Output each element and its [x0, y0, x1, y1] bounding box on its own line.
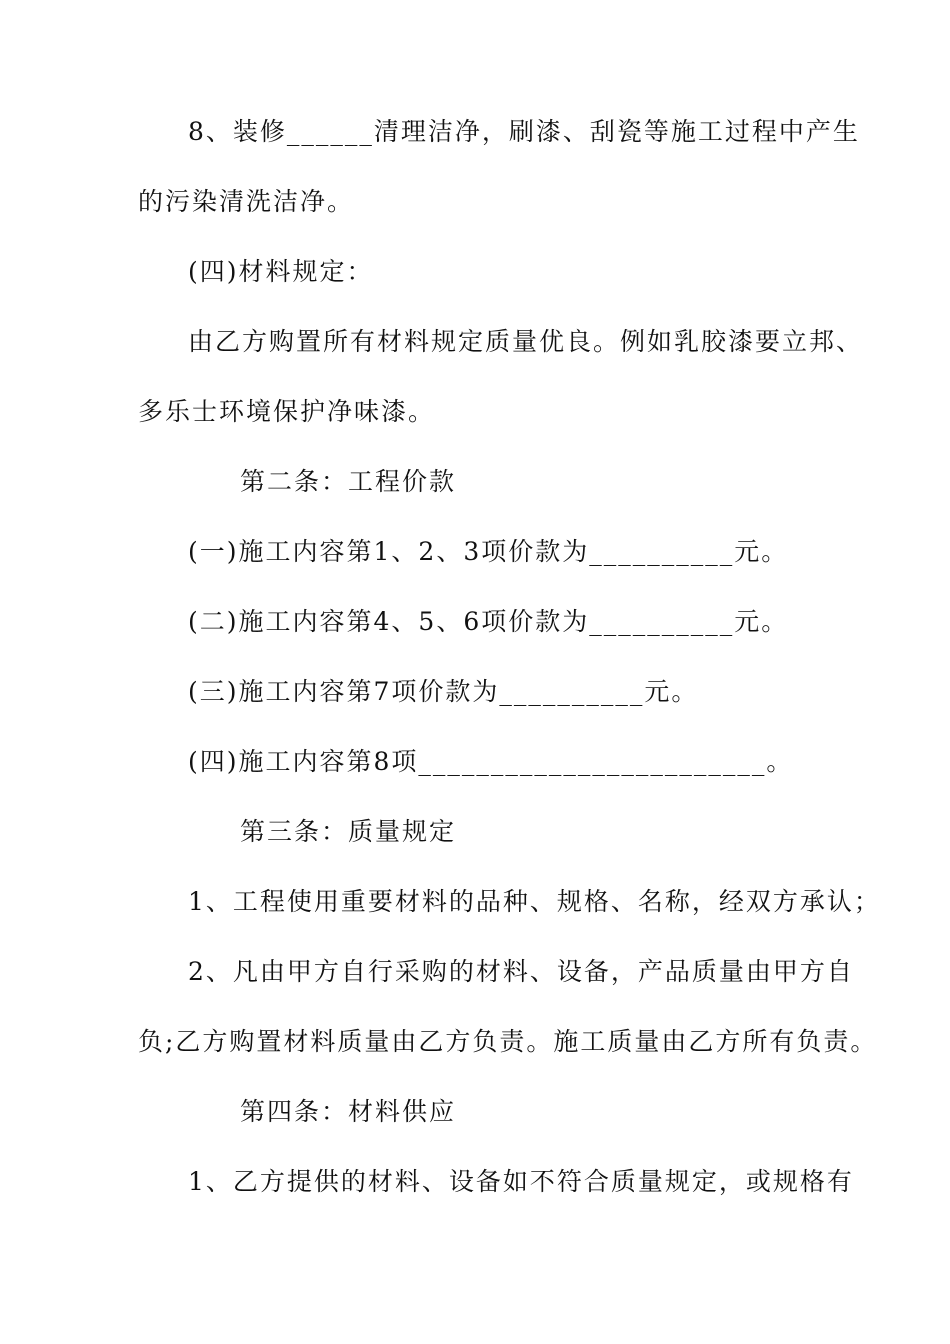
quality-item-2-line-1: 2、凡由甲方自行采购的材料、设备，产品质量由甲方自	[188, 957, 854, 986]
article-2-heading: 第二条：工程价款	[240, 467, 457, 496]
materials-subheading: (四)材料规定：	[188, 257, 374, 286]
price-item-4: (四)施工内容第8项________________________。	[188, 747, 794, 776]
clause-8-line-2: 的污染清洗洁净。	[138, 187, 355, 216]
clause-8-line-1: 8、装修______清理洁净，刷漆、刮瓷等施工过程中产生	[188, 117, 860, 146]
materials-paragraph-line-1: 由乙方购置所有材料规定质量优良。例如乳胶漆要立邦、	[188, 327, 864, 356]
quality-item-2-line-2: 负;乙方购置材料质量由乙方负责。施工质量由乙方所有负责。	[138, 1027, 878, 1056]
quality-item-1: 1、工程使用重要材料的品种、规格、名称，经双方承认；	[188, 887, 881, 916]
supply-item-1: 1、乙方提供的材料、设备如不符合质量规定，或规格有	[188, 1167, 854, 1196]
price-item-1: (一)施工内容第1、2、3项价款为__________元。	[188, 537, 789, 566]
article-3-heading: 第三条：质量规定	[240, 817, 457, 846]
materials-paragraph-line-2: 多乐士环境保护净味漆。	[138, 397, 436, 426]
price-item-3: (三)施工内容第7项价款为__________元。	[188, 677, 699, 706]
article-4-heading: 第四条：材料供应	[240, 1097, 457, 1126]
price-item-2: (二)施工内容第4、5、6项价款为__________元。	[188, 607, 789, 636]
